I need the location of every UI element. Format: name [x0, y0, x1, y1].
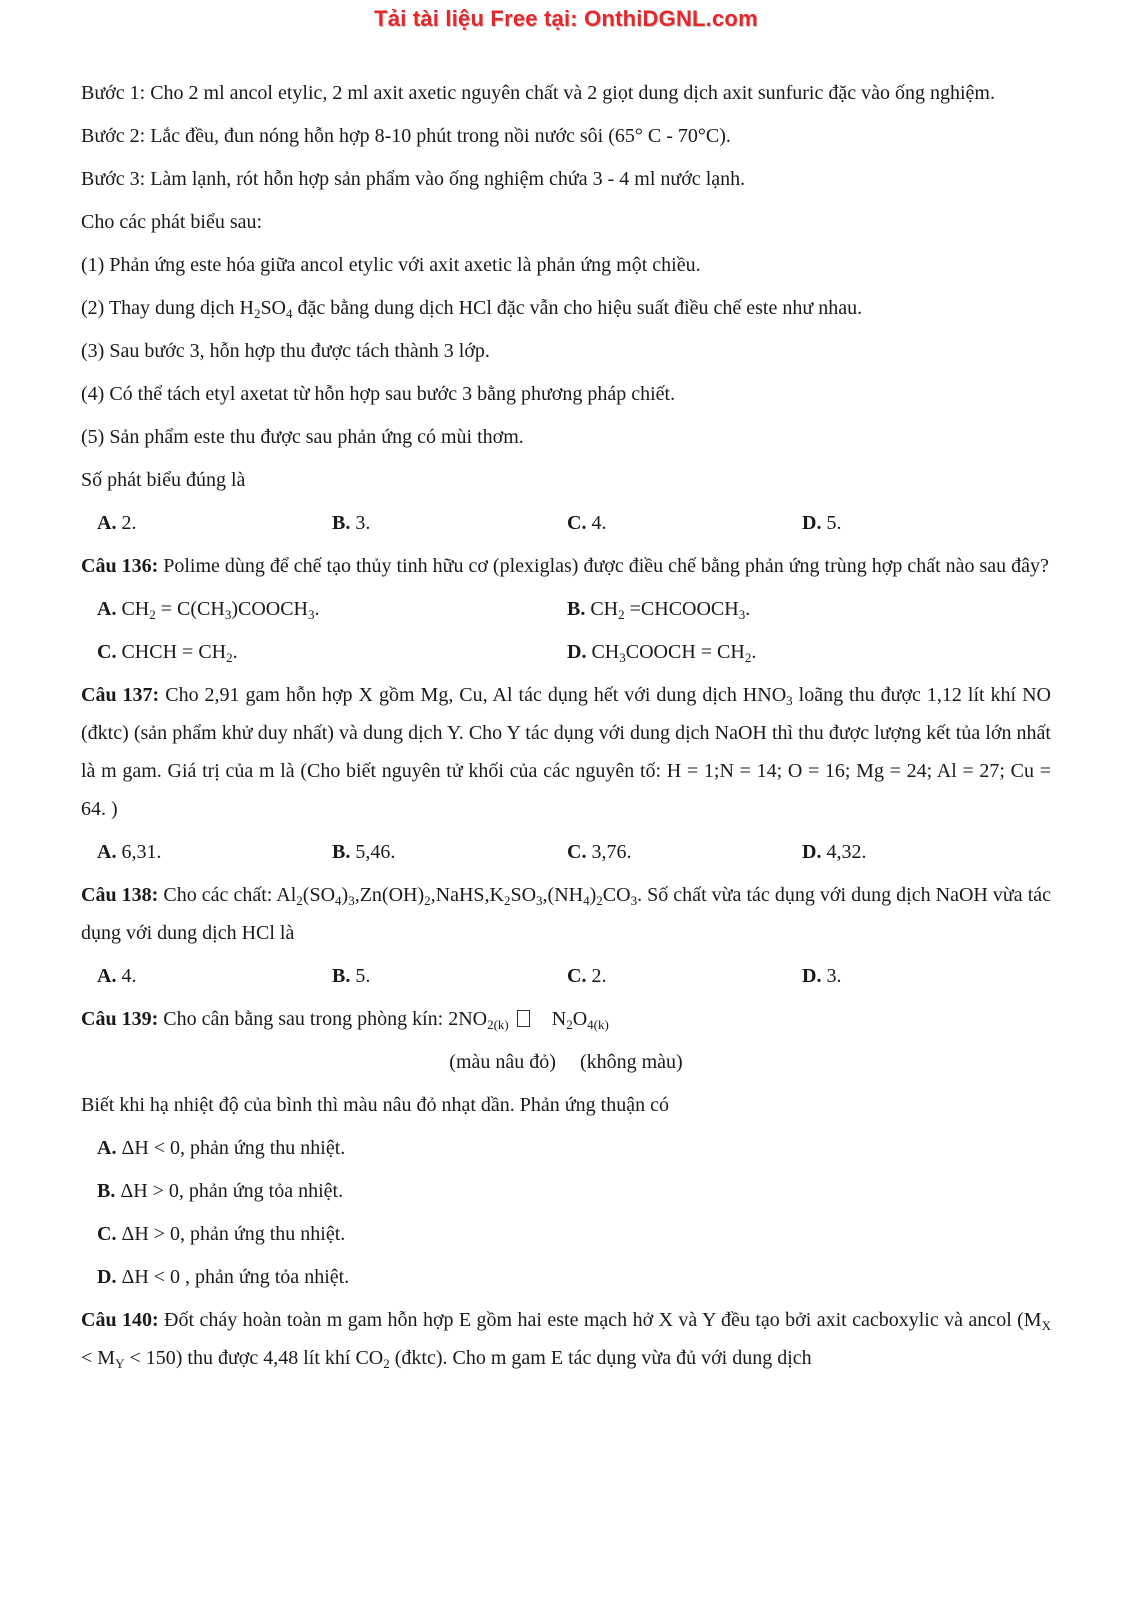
- q139-colors: (màu nâu đỏ) (không màu): [449, 1051, 683, 1073]
- q140-text: Câu 140: Đốt cháy hoàn toàn m gam hỗn hợp E gồm hai este mạch hở X và Y đều tạo bởi axit cacboxylic và ancol $(M_X < M_Y < 150)$ thu được 4,48 lít khí $CO_2$ (đktc). Cho m gam E tác dụng vừa đủ với dung dịch: [81, 1309, 1051, 1371]
- statement-1: (1) Phản ứng este hóa giữa ancol etylic với axit axetic là phản ứng một chiều.: [81, 254, 701, 276]
- statement-4: (4) Có thể tách etyl axetat từ hỗn hợp sau bước 3 bằng phương pháp chiết.: [81, 383, 676, 405]
- q139-option-b[interactable]: B. ΔH > 0, phản ứng tỏa nhiệt.: [97, 1180, 344, 1202]
- q135-option-b[interactable]: B. 3.: [332, 512, 371, 534]
- q136-option-c[interactable]: C. CHCH = $CH_2$.: [97, 641, 238, 665]
- q139-option-d[interactable]: D. ΔH < 0 , phản ứng tỏa nhiệt.: [97, 1266, 350, 1288]
- statement-2: (2) Thay dung dịch $H_2SO_4$ đặc bằng dung dịch HCl đặc vẫn cho hiệu suất điều chế este như nhau.: [81, 297, 863, 321]
- q138-option-a[interactable]: A. 4.: [97, 965, 137, 987]
- q135-option-d[interactable]: D. 5.: [802, 512, 842, 534]
- q135-options: [81, 504, 1051, 542]
- q138-option-d[interactable]: D. 3.: [802, 965, 842, 987]
- statement-5: (5) Sản phẩm este thu được sau phản ứng có mùi thơm.: [81, 426, 524, 448]
- q136-options-row1: [81, 590, 1051, 628]
- q135-option-a[interactable]: A. 2.: [97, 512, 137, 534]
- step-2: Bước 2: Lắc đều, đun nóng hỗn hợp 8-10 phút trong nồi nước sôi (65° C - 70°C).: [81, 125, 731, 147]
- site-banner[interactable]: Tải tài liệu Free tại: OnthiDGNL.com: [374, 6, 758, 31]
- q138-option-b[interactable]: B. 5.: [332, 965, 371, 987]
- q136-options-row2: [81, 633, 1051, 671]
- q139-text: Câu 139: Cho cân bằng sau trong phòng kín: $2NO_{2(k)}$ $N_2O_{4(k)}$: [81, 1008, 609, 1032]
- q137-option-c[interactable]: C. 3,76.: [567, 841, 632, 863]
- q139-option-a[interactable]: A. ΔH < 0, phản ứng thu nhiệt.: [97, 1137, 346, 1159]
- q138-option-c[interactable]: C. 2.: [567, 965, 607, 987]
- q138-options: [81, 957, 1051, 995]
- equilibrium-arrow-icon: [517, 1010, 530, 1027]
- q136-option-a[interactable]: A. $CH_2$ = $C(CH_3)COOCH_3$.: [97, 598, 320, 622]
- q139-ask: Biết khi hạ nhiệt độ của bình thì màu nâu đỏ nhạt dần. Phản ứng thuận có: [81, 1094, 669, 1116]
- q137-options: [81, 833, 1051, 871]
- question-ask: Số phát biểu đúng là: [81, 469, 246, 491]
- document-body: [81, 74, 1051, 1382]
- step-3: Bước 3: Làm lạnh, rót hỗn hợp sản phẩm vào ống nghiệm chứa 3 - 4 ml nước lạnh.: [81, 168, 746, 190]
- step-1: Bước 1: Cho 2 ml ancol etylic, 2 ml axit axetic nguyên chất và 2 giọt dung dịch axit sunfuric đặc vào ống nghiệm.: [81, 82, 995, 104]
- q138-text: Câu 138: Cho các chất: $Al_2(SO_4)_3,Zn(OH)_2,NaHS,K_2SO_3,(NH_4)_2CO_3$. Số chất vừa tác dụng với dung dịch NaOH vừa tác dụng với dung dịch HCl là: [81, 884, 1052, 944]
- q136-option-b[interactable]: B. $CH_2$ $=CHCOOCH_3$.: [567, 598, 751, 622]
- q137-option-a[interactable]: A. 6,31.: [97, 841, 162, 863]
- q137-option-b[interactable]: B. 5,46.: [332, 841, 396, 863]
- q137-option-d[interactable]: D. 4,32.: [802, 841, 867, 863]
- q136-text: Câu 136: Polime dùng để chế tạo thủy tinh hữu cơ (plexiglas) được điều chế bằng phản ứng trùng hợp chất nào sau đây?: [81, 555, 1049, 577]
- q137-text: Câu 137: Cho 2,91 gam hỗn hợp X gồm Mg, Cu, Al tác dụng hết với dung dịch $HNO_3$ loãng thu được 1,12 lít khí NO (đktc) (sản phẩm khử duy nhất) và dung dịch Y. Cho Y tác dụng với dung dịch NaOH thì thu được lượng kết tủa lớn nhất là m gam. Giá trị của m là (Cho biết nguyên tử khối của các nguyên tố: H = 1;N = 14; O = 16; Mg = 24; Al = 27; Cu = 64. ): [81, 684, 1051, 820]
- q136-option-d[interactable]: D. $CH_3COOCH = CH_2$.: [567, 641, 757, 665]
- q135-option-c[interactable]: C. 4.: [567, 512, 607, 534]
- statement-3: (3) Sau bước 3, hỗn hợp thu được tách thành 3 lớp.: [81, 340, 490, 362]
- statements-intro: Cho các phát biểu sau:: [81, 211, 263, 233]
- q139-option-c[interactable]: C. ΔH > 0, phản ứng thu nhiệt.: [97, 1223, 346, 1245]
